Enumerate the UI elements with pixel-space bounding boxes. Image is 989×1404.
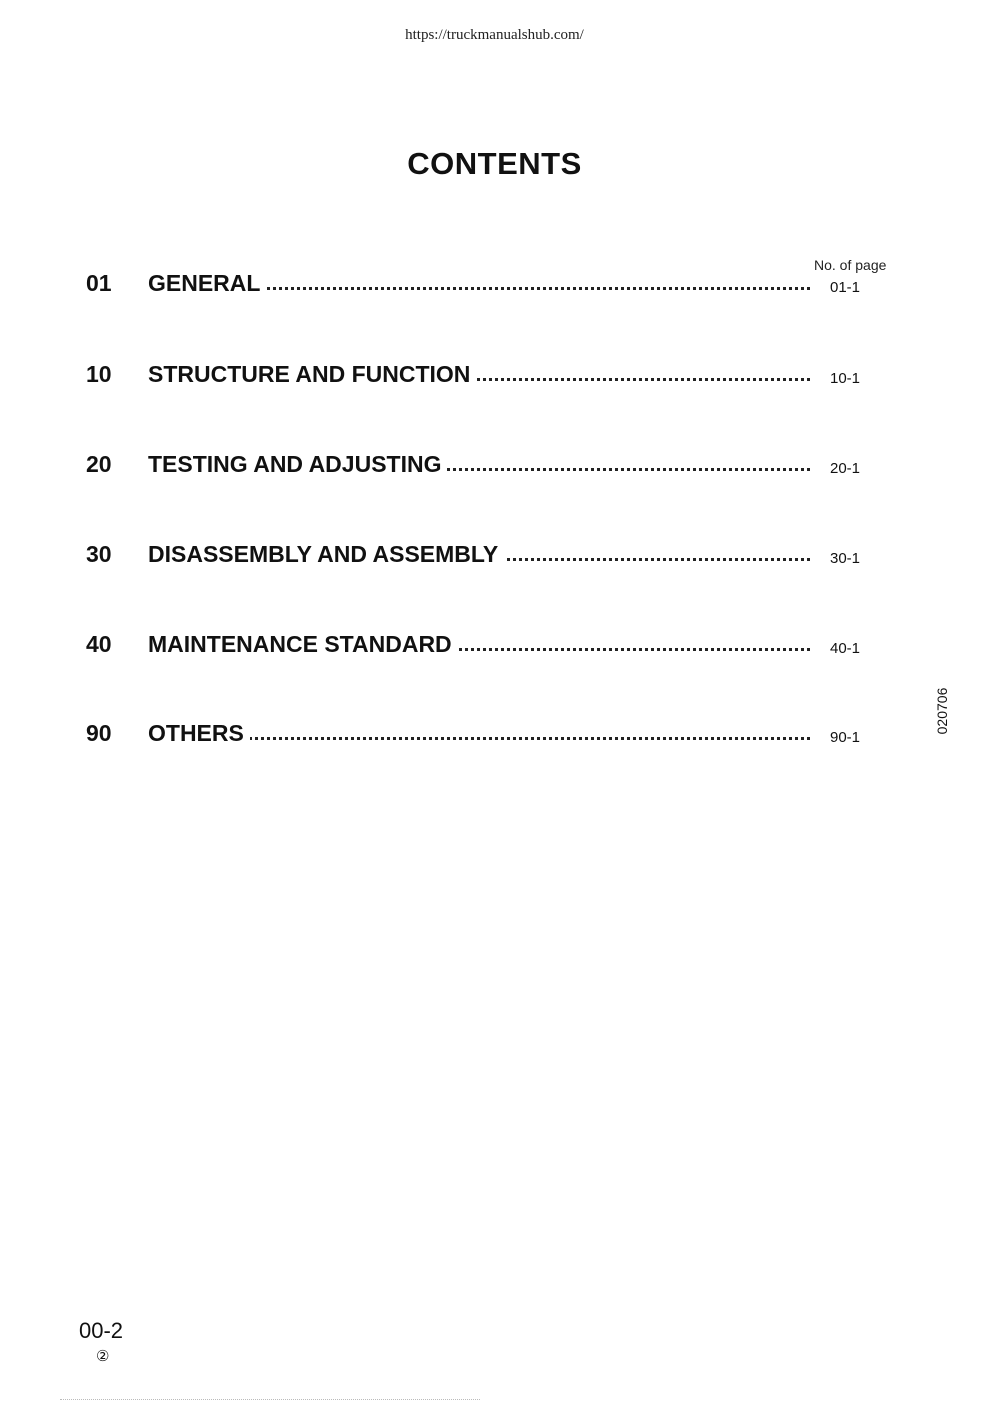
toc-section-number: 90 bbox=[86, 720, 112, 746]
footer-page-number: 00-2 bbox=[79, 1318, 124, 1343]
toc-page-number: 30-1 bbox=[830, 550, 861, 567]
toc-section-number: 40 bbox=[86, 631, 112, 657]
source-url: https://truckmanualshub.com/ bbox=[405, 27, 584, 43]
toc-page-number: 90-1 bbox=[830, 729, 861, 746]
page-column-heading: No. of page bbox=[814, 257, 887, 273]
toc-section-number: 01 bbox=[86, 270, 112, 296]
scan-artifact-line bbox=[60, 1399, 480, 1400]
toc-entry-structure-and-function[interactable] bbox=[86, 361, 876, 397]
toc-entry-others[interactable] bbox=[86, 720, 876, 756]
toc-entry-testing-and-adjusting[interactable] bbox=[86, 451, 876, 487]
toc-section-number: 30 bbox=[86, 541, 112, 567]
document-code-text: 020706 bbox=[934, 687, 950, 735]
page-title: CONTENTS bbox=[407, 146, 582, 181]
toc-section-title: GENERAL bbox=[148, 270, 810, 297]
toc-page-number: 20-1 bbox=[830, 460, 861, 477]
toc-section-number: 10 bbox=[86, 361, 112, 387]
toc-section-title: DISASSEMBLY AND ASSEMBLY bbox=[148, 541, 810, 568]
toc-section-title: OTHERS bbox=[148, 720, 810, 747]
document-code bbox=[932, 684, 952, 738]
revision-mark: ② bbox=[96, 1348, 110, 1365]
toc-page-number: 01-1 bbox=[830, 279, 861, 296]
toc-section-title: MAINTENANCE STANDARD bbox=[148, 631, 810, 658]
toc-section-title: TESTING AND ADJUSTING bbox=[148, 451, 810, 478]
toc-section-title: STRUCTURE AND FUNCTION bbox=[148, 361, 810, 388]
toc-entry-maintenance-standard[interactable] bbox=[86, 631, 876, 667]
toc-section-number: 20 bbox=[86, 451, 112, 477]
toc-entry-general[interactable] bbox=[86, 270, 876, 306]
toc-page-number: 10-1 bbox=[830, 370, 861, 387]
toc-page-number: 40-1 bbox=[830, 640, 861, 657]
toc-entry-disassembly-and-assembly[interactable] bbox=[86, 541, 876, 577]
